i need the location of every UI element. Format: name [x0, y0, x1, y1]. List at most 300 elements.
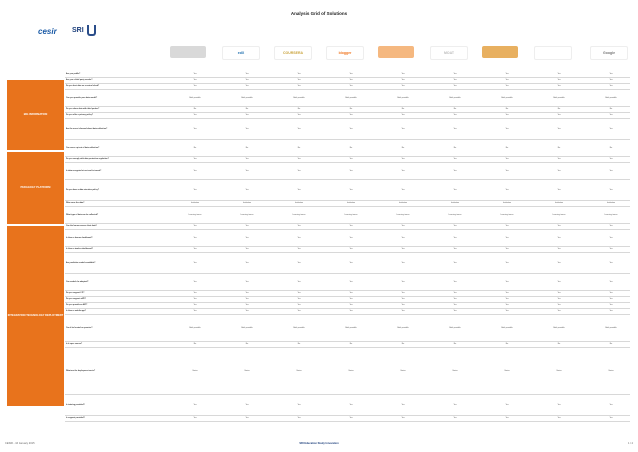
table-cell: Yes — [505, 158, 509, 161]
table-cell: Both possible — [397, 326, 409, 329]
table-cell: Yes — [245, 292, 249, 295]
table-row — [65, 395, 630, 416]
table-cell: No — [245, 146, 249, 149]
table-cell: Yes — [401, 292, 405, 295]
table-cell: Yes — [557, 236, 561, 239]
table-cell: Yes — [193, 85, 197, 88]
table-cell: Yes — [401, 158, 405, 161]
table-cell: Learning traces — [188, 213, 202, 216]
row-question: Do you have a data retention policy? — [66, 188, 99, 191]
table-cell: Yes — [609, 310, 613, 313]
table-cell: Yes — [193, 73, 197, 76]
table-cell: Yes — [609, 298, 613, 301]
table-cell: Yes — [193, 114, 197, 117]
table-cell: Both possible — [345, 96, 357, 99]
table-cell: Yes — [609, 127, 613, 130]
table-cell: Yes — [609, 225, 613, 228]
table-cell: Yes — [505, 261, 509, 264]
table-cell: Yes — [349, 114, 353, 117]
table-cell: Yes — [505, 248, 509, 251]
table-cell: Yes — [349, 158, 353, 161]
table-cell: Yes — [453, 248, 457, 251]
table-cell: Yes — [453, 79, 457, 82]
table-cell: Yes — [401, 280, 405, 283]
table-cell: Yes — [557, 304, 561, 307]
table-cell: Institution — [398, 202, 408, 205]
table-cell: Learning traces — [500, 213, 514, 216]
table-cell: No — [557, 146, 561, 149]
table-cell: Yes — [297, 304, 301, 307]
table-row — [65, 416, 630, 422]
table-cell: Yes — [557, 298, 561, 301]
section-label-integration: INTEGRATION TECHNOLOGY DEPLOYMENT — [7, 226, 64, 406]
table-cell: No — [453, 343, 457, 346]
table-cell: Yes — [453, 114, 457, 117]
table-cell: Yes — [453, 298, 457, 301]
table-cell: Yes — [245, 188, 249, 191]
university-logo — [87, 25, 96, 36]
row-question: Do you comply with data protection regulation? — [66, 158, 109, 161]
table-row — [65, 315, 630, 342]
table-cell: Yes — [453, 127, 457, 130]
table-cell: Yes — [401, 304, 405, 307]
table-cell: Yes — [297, 236, 301, 239]
table-cell: Yes — [193, 310, 197, 313]
table-row — [65, 163, 630, 180]
table-cell: Yes — [401, 73, 405, 76]
table-cell: Yes — [609, 79, 613, 82]
table-cell: Yes — [453, 73, 457, 76]
table-cell: Varies — [348, 369, 354, 372]
table-cell: Yes — [453, 225, 457, 228]
table-cell: Yes — [557, 261, 561, 264]
table-cell: Yes — [557, 85, 561, 88]
table-cell: Yes — [505, 304, 509, 307]
table-cell: Both possible — [553, 96, 565, 99]
table-cell: Institution — [294, 202, 304, 205]
row-question: Who owns the data? — [66, 202, 85, 205]
table-cell: Yes — [505, 225, 509, 228]
table-cell: Yes — [245, 85, 249, 88]
table-cell: Yes — [609, 114, 613, 117]
row-question: Do you share data with third parties? — [66, 108, 100, 111]
table-cell: No — [349, 108, 353, 111]
vendor-logo: MOAT — [430, 46, 468, 60]
table-cell: Yes — [557, 73, 561, 76]
table-cell: Yes — [505, 188, 509, 191]
table-cell: Yes — [609, 248, 613, 251]
table-cell: Yes — [349, 298, 353, 301]
table-cell: Yes — [297, 79, 301, 82]
section-label-pedagogy: PEDAGOGY PLATFORM — [7, 152, 64, 224]
table-cell: Yes — [349, 236, 353, 239]
table-cell: Institution — [346, 202, 356, 205]
table-cell: Yes — [453, 280, 457, 283]
table-cell: Yes — [453, 292, 457, 295]
table-cell: Yes — [193, 248, 197, 251]
row-question: Are you public? — [66, 73, 81, 76]
table-cell: Yes — [245, 225, 249, 228]
table-cell: Yes — [557, 79, 561, 82]
table-cell: Yes — [245, 127, 249, 130]
table-cell: Yes — [505, 280, 509, 283]
table-cell: Yes — [193, 292, 197, 295]
row-question: Is it open source? — [66, 343, 83, 346]
table-cell: No — [297, 146, 301, 149]
table-cell: No — [401, 146, 405, 149]
table-cell: Yes — [609, 236, 613, 239]
table-cell: Both possible — [345, 326, 357, 329]
vendor-logo — [170, 46, 206, 58]
table-cell: Yes — [401, 225, 405, 228]
table-cell: No — [609, 108, 613, 111]
row-question: Do you support xAPI? — [66, 298, 86, 301]
table-cell: No — [245, 108, 249, 111]
table-cell: Yes — [297, 169, 301, 172]
table-cell: Yes — [505, 73, 509, 76]
table-cell: Yes — [401, 236, 405, 239]
row-question: Are predictive models available? — [66, 261, 96, 264]
table-cell: Yes — [349, 85, 353, 88]
table-cell: Yes — [609, 417, 613, 420]
table-cell: Yes — [505, 417, 509, 420]
table-cell: Yes — [297, 292, 301, 295]
table-cell: Yes — [193, 304, 197, 307]
sri-logo: SRI — [72, 27, 84, 34]
table-cell: Yes — [349, 248, 353, 251]
table-cell: Yes — [401, 114, 405, 117]
table-cell: No — [401, 343, 405, 346]
table-cell: Yes — [557, 403, 561, 406]
table-cell: Yes — [245, 417, 249, 420]
row-question: Do you provide an API? — [66, 304, 88, 307]
row-question: Do you host data on a central cloud? — [66, 85, 100, 88]
table-cell: Yes — [401, 169, 405, 172]
table-cell: Yes — [245, 280, 249, 283]
table-cell: Yes — [505, 298, 509, 301]
table-cell: Yes — [453, 85, 457, 88]
vendor-logo — [534, 46, 572, 60]
table-cell: Yes — [349, 79, 353, 82]
table-cell: Yes — [193, 261, 197, 264]
cesir-logo: cesir — [38, 27, 57, 36]
table-cell: Both possible — [605, 96, 617, 99]
table-cell: Yes — [193, 280, 197, 283]
table-cell: Yes — [609, 158, 613, 161]
table-cell: Yes — [505, 236, 509, 239]
table-cell: Learning traces — [448, 213, 462, 216]
table-cell: Yes — [297, 225, 301, 228]
table-cell: Yes — [609, 304, 613, 307]
table-cell: Yes — [193, 169, 197, 172]
table-cell: Institution — [190, 202, 200, 205]
partner-logos — [38, 24, 100, 38]
table-cell: Yes — [349, 169, 353, 172]
table-cell: Varies — [608, 369, 614, 372]
footer-date: CESIR - 16 January 2015 — [5, 442, 35, 445]
row-question: Can users opt out of data collection? — [66, 146, 100, 149]
table-cell: Yes — [297, 248, 301, 251]
table-cell: Yes — [245, 73, 249, 76]
table-cell: No — [297, 343, 301, 346]
table-cell: Yes — [453, 188, 457, 191]
row-question: Is there a teacher dashboard? — [66, 248, 93, 251]
table-cell: Yes — [401, 417, 405, 420]
table-cell: Yes — [245, 169, 249, 172]
table-cell: Yes — [609, 85, 613, 88]
table-cell: No — [609, 343, 613, 346]
row-question: Can the learner access their data? — [66, 225, 97, 228]
table-cell: Yes — [297, 280, 301, 283]
table-cell: Learning traces — [604, 213, 618, 216]
table-cell: No — [453, 146, 457, 149]
table-cell: Varies — [400, 369, 406, 372]
table-cell: Yes — [505, 79, 509, 82]
table-cell: Yes — [557, 188, 561, 191]
table-cell: Institution — [242, 202, 252, 205]
table-cell: Yes — [297, 188, 301, 191]
table-cell: Yes — [349, 417, 353, 420]
table-cell: Varies — [556, 369, 562, 372]
row-question: Can it be hosted on premise? — [66, 326, 93, 329]
table-cell: Yes — [401, 261, 405, 264]
table-cell: Yes — [453, 261, 457, 264]
table-cell: Yes — [401, 298, 405, 301]
table-cell: Yes — [557, 417, 561, 420]
table-cell: Yes — [609, 292, 613, 295]
table-cell: Yes — [453, 403, 457, 406]
row-question: Is support provided? — [66, 417, 85, 420]
table-cell: Yes — [349, 304, 353, 307]
table-cell: Yes — [297, 403, 301, 406]
table-cell: Varies — [192, 369, 198, 372]
table-cell: Yes — [505, 127, 509, 130]
table-cell: Both possible — [189, 326, 201, 329]
table-cell: Yes — [505, 292, 509, 295]
table-cell: Yes — [193, 236, 197, 239]
table-cell: Yes — [557, 280, 561, 283]
vendor-logo: edX — [222, 46, 260, 60]
row-question: Are the users informed about data collection? — [66, 127, 108, 130]
footer-title: SRI Education Study Innovation — [299, 442, 339, 445]
table-cell: Yes — [401, 310, 405, 313]
table-cell: Yes — [349, 127, 353, 130]
table-cell: Both possible — [293, 96, 305, 99]
table-cell: Both possible — [553, 326, 565, 329]
table-cell: Yes — [401, 79, 405, 82]
row-question: What are the deployment costs? — [66, 369, 96, 372]
row-question: Is there a mobile app? — [66, 310, 86, 313]
table-cell: No — [401, 108, 405, 111]
row-question: Can you provide your data model? — [66, 96, 98, 99]
table-cell: Both possible — [293, 326, 305, 329]
table-cell: Yes — [557, 127, 561, 130]
table-cell: Yes — [193, 158, 197, 161]
table-cell: Yes — [297, 85, 301, 88]
table-cell: Yes — [245, 310, 249, 313]
table-cell: Yes — [297, 114, 301, 117]
table-cell: Yes — [193, 403, 197, 406]
table-cell: Yes — [245, 403, 249, 406]
table-cell: Yes — [193, 225, 197, 228]
table-cell: Yes — [453, 158, 457, 161]
table-cell: Yes — [609, 261, 613, 264]
table-cell: Yes — [557, 310, 561, 313]
table-cell: Yes — [349, 292, 353, 295]
page-number: 1 / 4 — [627, 442, 633, 445]
table-cell: Yes — [505, 403, 509, 406]
table-cell: Yes — [401, 403, 405, 406]
vendor-logo — [378, 46, 414, 58]
table-cell: Yes — [245, 79, 249, 82]
table-cell: Yes — [297, 310, 301, 313]
table-cell: Yes — [297, 127, 301, 130]
page-title: Analysis Grid of Solutions — [290, 11, 348, 16]
table-cell: Both possible — [501, 326, 513, 329]
table-cell: Yes — [297, 158, 301, 161]
vendor-logo — [482, 46, 518, 58]
table-cell: No — [505, 108, 509, 111]
table-cell: Yes — [349, 188, 353, 191]
table-cell: Yes — [609, 169, 613, 172]
table-cell: Yes — [245, 236, 249, 239]
table-cell: Yes — [505, 85, 509, 88]
table-cell: Both possible — [189, 96, 201, 99]
table-cell: Varies — [504, 369, 510, 372]
table-cell: Both possible — [241, 326, 253, 329]
table-cell: No — [193, 146, 197, 149]
table-row — [65, 119, 630, 140]
table-cell: Yes — [349, 73, 353, 76]
table-cell: Yes — [193, 298, 197, 301]
table-cell: Yes — [349, 225, 353, 228]
vendor-logo: blogger — [326, 46, 364, 60]
table-cell: Both possible — [605, 326, 617, 329]
row-question: Do you offer a privacy policy? — [66, 114, 94, 117]
table-cell: No — [193, 108, 197, 111]
table-cell: Yes — [297, 261, 301, 264]
table-row — [65, 274, 630, 291]
table-cell: Yes — [505, 114, 509, 117]
table-cell: Both possible — [241, 96, 253, 99]
table-cell: Yes — [557, 169, 561, 172]
table-cell: Yes — [505, 310, 509, 313]
table-cell: Yes — [297, 417, 301, 420]
table-cell: Learning traces — [552, 213, 566, 216]
table-cell: Yes — [349, 310, 353, 313]
table-cell: Yes — [401, 248, 405, 251]
table-row — [65, 230, 630, 247]
row-question: Is data encrypted at rest and in transit? — [66, 169, 102, 172]
table-cell: Learning traces — [240, 213, 254, 216]
table-cell: Yes — [193, 79, 197, 82]
table-cell: Yes — [245, 114, 249, 117]
table-cell: Both possible — [449, 326, 461, 329]
table-cell: Yes — [557, 292, 561, 295]
table-cell: No — [453, 108, 457, 111]
table-cell: Yes — [557, 225, 561, 228]
table-cell: Yes — [193, 417, 197, 420]
table-cell: Yes — [349, 280, 353, 283]
table-cell: No — [193, 343, 197, 346]
table-cell: Yes — [609, 280, 613, 283]
table-cell: Yes — [505, 169, 509, 172]
table-cell: Varies — [244, 369, 250, 372]
row-question: Can models be adapted? — [66, 280, 89, 283]
table-cell: Yes — [453, 304, 457, 307]
table-cell: Yes — [401, 188, 405, 191]
table-cell: Yes — [245, 261, 249, 264]
table-row — [65, 207, 630, 224]
table-cell: Varies — [452, 369, 458, 372]
table-cell: Yes — [609, 403, 613, 406]
vendor-logos-row — [170, 46, 630, 60]
table-cell: Learning traces — [292, 213, 306, 216]
table-cell: Yes — [349, 261, 353, 264]
vendor-logo: Google — [590, 46, 628, 60]
table-cell: No — [505, 146, 509, 149]
table-cell: No — [349, 343, 353, 346]
row-question: Is training provided? — [66, 403, 85, 406]
table-cell: Yes — [557, 158, 561, 161]
table-cell: Yes — [557, 248, 561, 251]
row-question: Do you support LTI? — [66, 292, 85, 295]
section-label-big-information: BIG INFORMATION — [7, 80, 64, 150]
table-cell: Yes — [297, 298, 301, 301]
table-cell: Yes — [349, 403, 353, 406]
row-question: What type of data can be collected? — [66, 213, 99, 216]
table-cell: Yes — [245, 298, 249, 301]
table-cell: Both possible — [449, 96, 461, 99]
table-cell: Yes — [453, 236, 457, 239]
table-cell: Yes — [557, 114, 561, 117]
table-cell: No — [505, 343, 509, 346]
table-cell: Yes — [453, 310, 457, 313]
table-cell: Both possible — [397, 96, 409, 99]
table-cell: No — [297, 108, 301, 111]
comparison-table — [65, 72, 630, 422]
table-cell: Yes — [193, 188, 197, 191]
table-cell: Yes — [609, 73, 613, 76]
table-cell: Yes — [245, 248, 249, 251]
row-question: Are you a third party vendor? — [66, 79, 93, 82]
table-cell: Yes — [401, 85, 405, 88]
table-cell: Institution — [554, 202, 564, 205]
table-cell: Yes — [453, 169, 457, 172]
table-row — [65, 348, 630, 395]
table-cell: Both possible — [501, 96, 513, 99]
table-cell: Varies — [296, 369, 302, 372]
table-cell: Institution — [450, 202, 460, 205]
table-cell: Yes — [401, 127, 405, 130]
table-cell: No — [349, 146, 353, 149]
table-row — [65, 140, 630, 157]
table-cell: Institution — [502, 202, 512, 205]
table-row — [65, 90, 630, 107]
table-cell: Yes — [453, 417, 457, 420]
row-question: Is there a learner dashboard? — [66, 236, 93, 239]
table-cell: Yes — [245, 158, 249, 161]
table-cell: No — [557, 108, 561, 111]
table-cell: Yes — [297, 73, 301, 76]
table-cell: Institution — [606, 202, 616, 205]
table-cell: Yes — [609, 188, 613, 191]
table-cell: Learning traces — [344, 213, 358, 216]
table-row — [65, 180, 630, 201]
table-cell: No — [609, 146, 613, 149]
table-row — [65, 253, 630, 274]
table-cell: No — [557, 343, 561, 346]
